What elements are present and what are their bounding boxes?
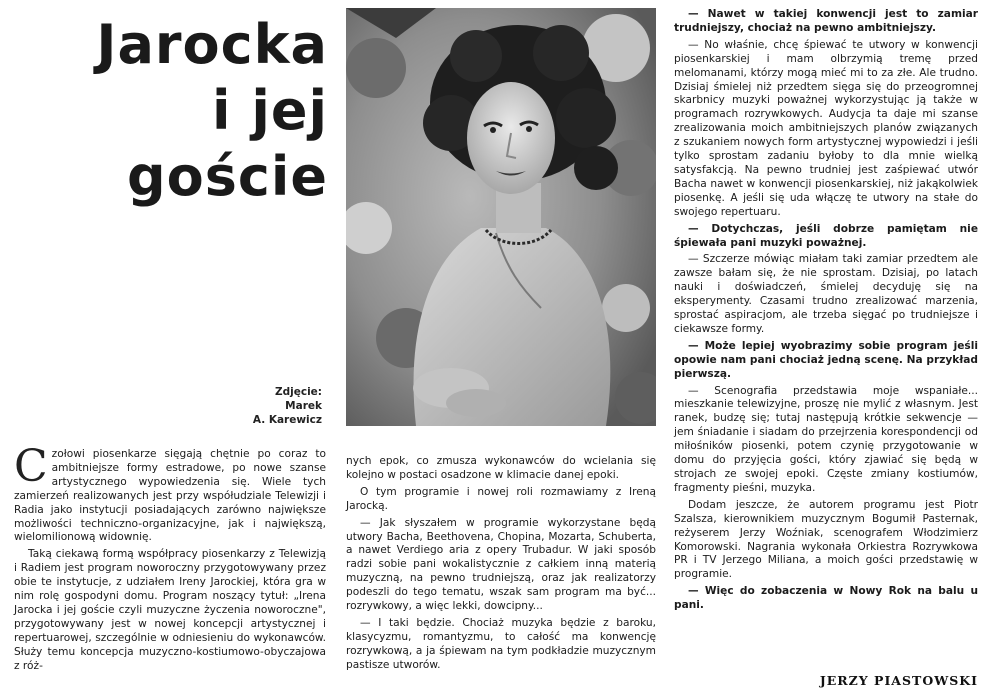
title-line-3: goście — [126, 145, 328, 208]
article-column-3 — [674, 8, 978, 616]
closing-question: — Więc do zobaczenia w Nowy Rok na balu u pani. — [674, 585, 978, 612]
article-column-1 — [14, 441, 326, 677]
body-paragraph: O tym programie i nowej roli rozmawiamy z Ireną Jarocką. — [346, 485, 656, 512]
photo-credit-label: Zdjęcie: — [275, 386, 322, 398]
portrait-photo — [346, 8, 656, 426]
body-paragraph: Taką ciekawą formą współpracy piosenkarzy z Telewizją i Radiem jest program noworoczny przygotowywany przez obie te instytucje, z udziałem Ireny Jarockiej, która gra w nim rolę gospodyni domu. Program noszący tytuł: „Irena Jarocka i jej goście czyli muzyczne życzenia noworoczne", przygotowywany jest w nowej koncepcji artystycznej i repertuarowej, szczególnie w odniesieniu do wykonawców. Służy temu koncepcja muzyczno-kostiumowo-obyczajowa z róż- — [14, 548, 326, 672]
lead-paragraph — [14, 441, 326, 545]
drop-cap: C — [14, 441, 48, 492]
author-signature: JERZY PIASTOWSKI — [819, 673, 978, 688]
title-line-1: Jarocka — [96, 13, 328, 76]
interview-answer: — Szczerze mówiąc miałam taki zamiar przedtem ale zawsze bałam się, że nie sprostam. Dzisiaj, po latach nauki i doświadczeń, śmielej decyduję się na eksperymenty. Czasami trudno zrealizować marzenia, sprostać aspiracjom, ale trzeba sięgać po trudniejsze i ciekawsze formy. — [674, 253, 978, 335]
body-paragraph: Dodam jeszcze, że autorem programu jest Piotr Szalsza, kierownikiem muzycznym Bogumił Pasternak, reżyserem Jerzy Woźniak, scenografem Włodzimierz Komorowski. Nagrania wykonała Orkiestra Rozrywkowa PR i TV Jerzego Miliana, a moich gości przedstawię w programie. — [674, 498, 978, 581]
interview-question: — Nawet w takiej konwencji jest to zamiar trudniejszy, chociaż na pewno ambitniejszy. — [674, 8, 978, 34]
interview-question: — Jak słyszałem w programie wykorzystane będą utwory Bacha, Beethovena, Chopina, Mozarta, Schuberta, a nawet Verdiego aria z opery Trubadur. W jaki sposób radzi sobie pani wokalistycznie z całkiem inną materią muzyczną, na pewno trudniejszą, oraz jak realizatorzy podeszli do tego tematu, wszak sam program ma być... rozrywkowy, a więc lekki, dowcipny... — [346, 516, 656, 613]
lead-paragraph-text: zołowi piosenkarze sięgają chętnie po coraz to ambitniejsze formy estradowe, po nowe szanse artystycznego wypowiedzenia się. Wiele tych zamierzeń realizowanych jest przy współudziale Telewizji i Radia jako instytucji posiadających zarówno największe możliwości techniczno-organizacyjne, jak i największą, wielomilionową widownię. — [14, 448, 326, 544]
body-paragraph: nych epok, co zmusza wykonawców do wcielania się kolejno w postaci osadzone w klimacie danej epoki. — [346, 455, 656, 481]
photo-credit-first-name: Marek — [285, 400, 322, 412]
interview-answer: — Scenografia przedstawia moje wspaniałe... mieszkanie telewizyjne, proszę nie mylić z własnym. Jest ranek, budzę się; tutaj następują krótkie sekwencje — jem śniadanie i siadam do przejrzenia korespondencji od miłośników piosenki, potem czynię przygotowanie w domu do przyjęcia gości, który zjawiać się będą w strojach ze swojej epoki. Częste zmiany kostiumów, fragmenty pieśni, muzyka. — [674, 384, 978, 494]
interview-question: — Dotychczas, jeśli dobrze pamiętam nie śpiewała pani muzyki poważnej. — [674, 222, 978, 249]
photo-credit-surname: A. Karewicz — [252, 414, 322, 426]
title-line-2: i jej — [212, 79, 328, 142]
interview-question: — Może lepiej wyobrazimy sobie program jeśli opowie nam pani chociaż jedną scenę. Na przykład pierwszą. — [674, 339, 978, 380]
interview-answer: — I taki będzie. Chociaż muzyka będzie z baroku, klasycyzmu, romantyzmu, to całość ma konwencję rozrywkową, a ja śpiewam na tym podkładzie muzycznym pastisze utworów. — [346, 616, 656, 671]
portrait-illustration — [346, 8, 656, 426]
article-title — [78, 12, 328, 210]
article-column-2 — [346, 455, 656, 676]
interview-answer: — No właśnie, chcę śpiewać te utwory w konwencji piosenkarskiej i mam olbrzymią tremę przed melomanami, którzy mogą mieć mi to za złe. Ale trudno. Dzisiaj śmielej niż przedtem sięga się do przeogromnej skarbnicy muzyki poważnej wykorzystując ją także w programach rozrywkowych. Audycja ta daje mi szanse zrealizowania moich ambitniejszych planów związanych z szukaniem nowych form artystycznej wypowiedzi i jeśli tylko sprostam zadaniu byłoby to dla mnie wielką satysfakcją. Na pewno trudniej jest zaśpiewać utwór Bacha nawet w konwencji piosenkarskiej, niż jakąkolwiek piosenkę. A jeśli się uda włączę te utwory na stałe do swojego repertuaru. — [674, 38, 978, 218]
photo-credit — [200, 385, 322, 427]
